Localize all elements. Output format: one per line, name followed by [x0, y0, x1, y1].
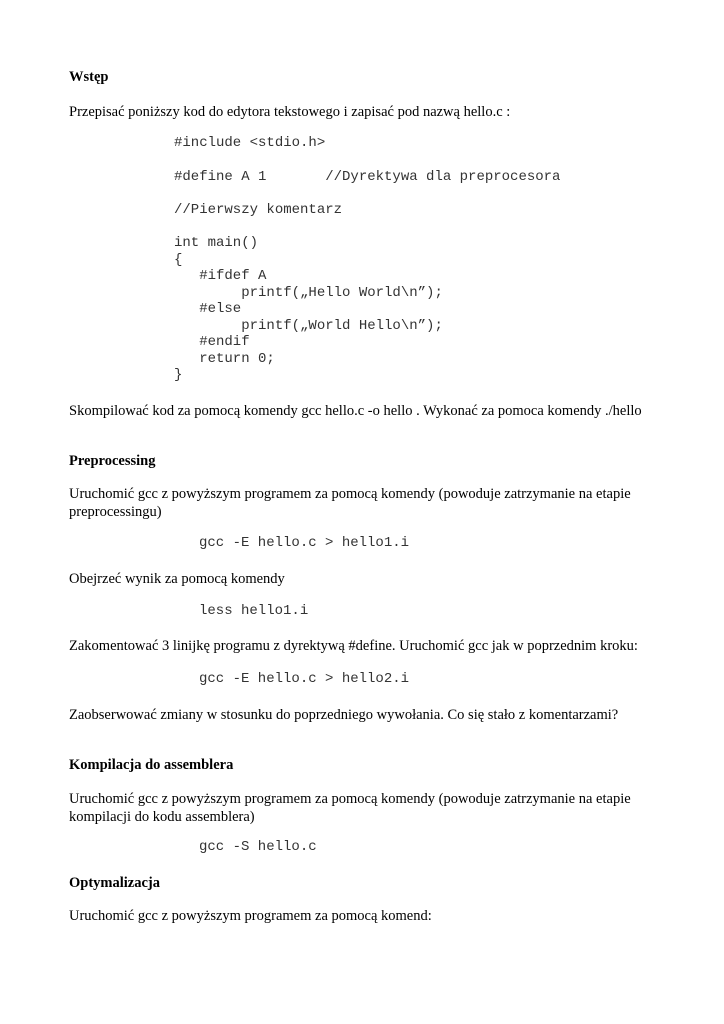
- preprocessing-paragraph-3: Zakomentować 3 linijkę programu z dyrektywą #define. Uruchomić gcc jak w poprzednim kroku:: [69, 638, 638, 654]
- optimization-paragraph-1: Uruchomić gcc z powyższym programem za pomocą komend:: [69, 908, 432, 924]
- preprocessing-paragraph-2: Obejrzeć wynik za pomocą komendy: [69, 571, 285, 587]
- command-gcc-E-hello2: gcc -E hello.c > hello2.i: [199, 671, 410, 687]
- command-gcc-E-hello1: gcc -E hello.c > hello1.i: [199, 535, 410, 551]
- command-less-hello1: less hello1.i: [199, 603, 309, 619]
- section-heading-preprocessing: Preprocessing: [69, 453, 156, 469]
- intro-paragraph-2: Skompilować kod za pomocą komendy gcc hello.c -o hello . Wykonać za pomoca komendy ./hello: [69, 403, 642, 419]
- section-heading-optimization: Optymalizacja: [69, 875, 161, 891]
- preprocessing-paragraph-4: Zaobserwować zmiany w stosunku do poprzedniego wywołania. Co się stało z komentarzami?: [69, 707, 619, 723]
- intro-paragraph-1: Przepisać poniższy kod do edytora tekstowego i zapisać pod nazwą hello.c :: [69, 104, 511, 120]
- code-define-line: #define A 1 //Dyrektywa dla preprocesora: [174, 169, 561, 185]
- assembler-paragraph-1: Uruchomić gcc z powyższym programem za pomocą komendy (powoduje zatrzymanie na etapie kompilacji do kodu assemblera): [69, 791, 631, 825]
- section-heading-intro: Wstęp: [69, 69, 109, 85]
- code-main-block: int main() { #ifdef A printf(„Hello World\n”); #else printf(„World Hello\n”); #endif return 0; }: [174, 235, 443, 383]
- section-heading-assembler: Kompilacja do assemblera: [69, 757, 234, 773]
- preprocessing-paragraph-1: Uruchomić gcc z powyższym programem za pomocą komendy (powoduje zatrzymanie na etapie preprocessingu): [69, 486, 631, 520]
- code-comment-line: //Pierwszy komentarz: [174, 202, 343, 218]
- command-gcc-S: gcc -S hello.c: [199, 839, 317, 855]
- code-include-line: #include <stdio.h>: [174, 135, 326, 151]
